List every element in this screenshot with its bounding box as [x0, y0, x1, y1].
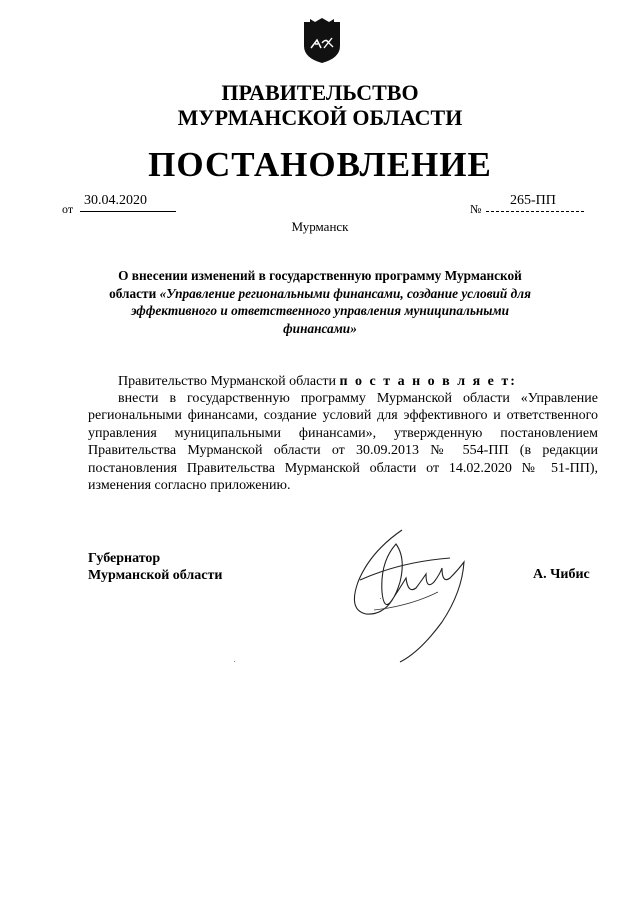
signer-title-line1: Губернатор — [88, 551, 161, 566]
signer-name: А. Чибис — [533, 567, 590, 582]
document-subject — [100, 267, 540, 337]
document-date: 30.04.2020 — [84, 193, 147, 208]
document-type: ПОСТАНОВЛЕНИЕ — [148, 145, 492, 184]
handwritten-signature — [330, 522, 480, 667]
body-paragraph: внести в государственную программу Мурманской области «Управление региональными финансами, создание условий для эффективного и ответственного управления муниципальными финансами», утвержденную постановлением Правительства Мурманской области от 30.09.2013 № 554-ПП (в редакции постановления Правительства Мурманской области от 14.02.2020 № 51-ПП), изменения согласно приложению. — [88, 391, 598, 494]
scan-speck — [234, 661, 235, 662]
number-underline — [486, 211, 584, 212]
document-number: 265-ПП — [510, 193, 556, 208]
city-name: Мурманск — [291, 219, 349, 234]
coat-of-arms-icon — [302, 18, 342, 64]
decree-word: п о с т а н о в л я е т: — [339, 374, 517, 389]
signer-title — [88, 550, 222, 584]
signer-title-line2: Мурманской области — [88, 568, 223, 583]
subject-part1: О внесении изменений в государственную программу Мурманской области — [109, 268, 522, 301]
org-name-line1: ПРАВИТЕЛЬСТВО — [221, 80, 419, 105]
date-prefix: от — [62, 202, 74, 216]
preamble — [118, 374, 517, 390]
org-name-line2: МУРМАНСКОЙ ОБЛАСТИ — [177, 105, 463, 130]
subject-program-title: «Управление региональными финансами, создание условий для эффективного и ответственного управления муниципальными финансами» — [130, 285, 531, 336]
date-underline — [80, 211, 176, 212]
preamble-text: Правительство Мурманской области — [118, 374, 340, 389]
number-prefix: № — [470, 202, 482, 216]
scan-speck — [380, 598, 381, 599]
